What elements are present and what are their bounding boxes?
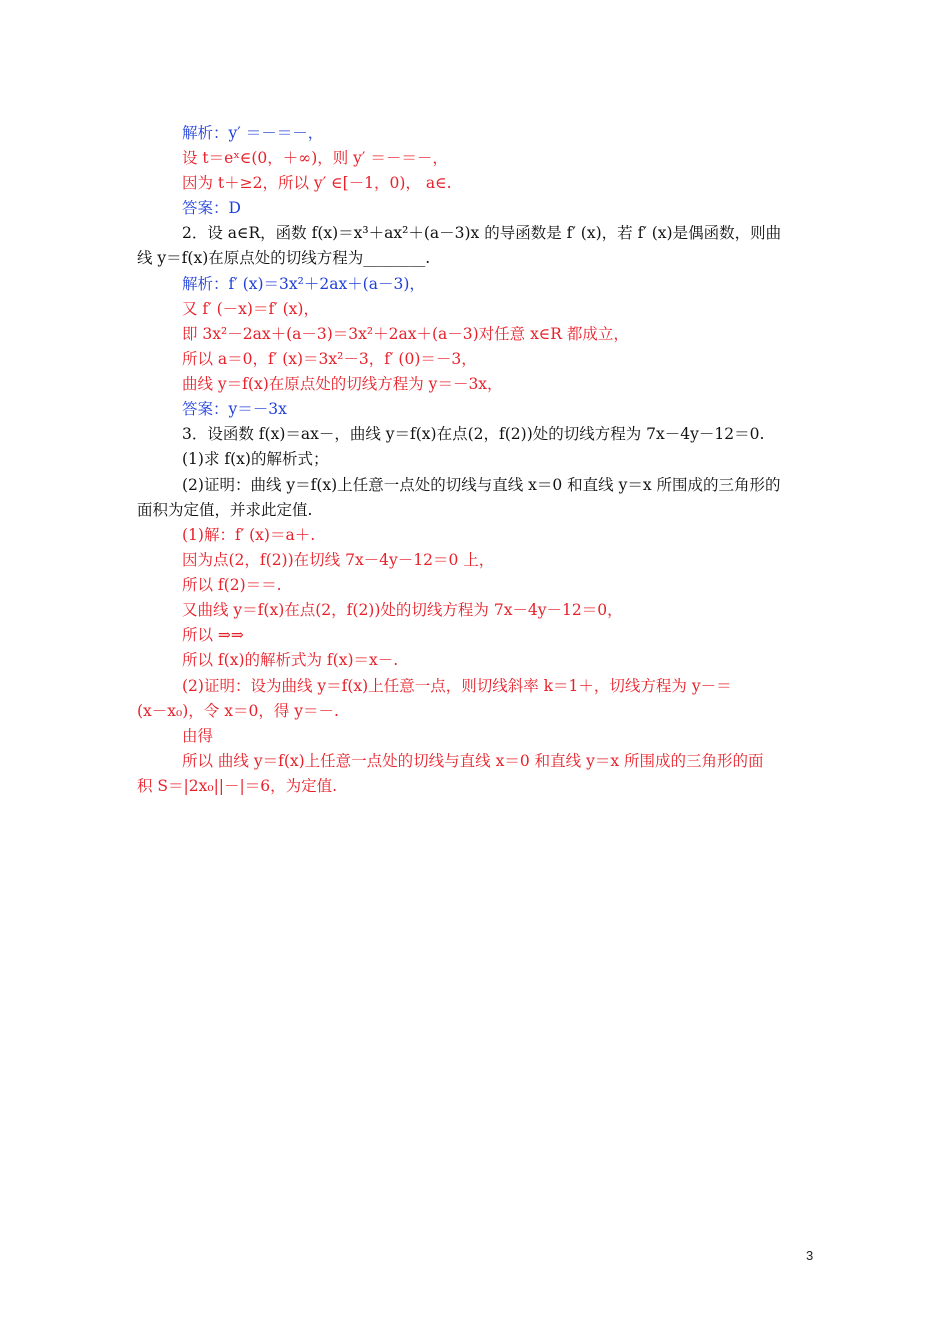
solution-3-step-1: 因为点(2，f(2))在切线 7x－4y－12＝0 上，	[182, 551, 495, 569]
solution-1-step-1: 设 t＝eˣ∈(0，＋∞)，则 y′ ＝－＝－，	[182, 149, 448, 167]
problem-3-part-1: (1)求 f(x)的解析式；	[182, 450, 329, 468]
problem-2-statement: 2．设 a∈R，函数 f(x)＝x³＋ax²＋(a－3)x 的导函数是 f′ (x)，若 f′ (x)是偶函数，则曲	[182, 224, 782, 242]
solution-2-step-1: 又 f′ (－x)＝f′ (x)，	[182, 300, 319, 318]
solution-2-step-4: 曲线 y＝f(x)在原点处的切线方程为 y＝－3x，	[182, 375, 503, 393]
solution-1-answer: 答案：D	[182, 199, 241, 217]
solution-1-analysis: 解析：y′ ＝－＝－，	[182, 124, 324, 142]
solution-2-step-3: 所以 a＝0，f′ (x)＝3x²－3，f′ (0)＝－3，	[182, 350, 477, 368]
problem-3-statement: 3．设函数 f(x)＝ax－，曲线 y＝f(x)在点(2，f(2))处的切线方程为 7x－4y－12＝0.	[182, 425, 765, 443]
solution-3-step-5: 所以 f(x)的解析式为 f(x)＝x－.	[182, 651, 399, 669]
solution-3-part-1: (1)解：f′ (x)＝a＋.	[182, 526, 316, 544]
solution-3-step-4: 所以 ⇒⇒	[182, 626, 244, 644]
solution-3-conclusion: 所以 曲线 y＝f(x)上任意一点处的切线与直线 x＝0 和直线 y＝x 所围成的三角形的面	[182, 752, 764, 770]
solution-2-answer: 答案：y＝－3x	[182, 400, 287, 418]
problem-3-part-2-cont: 面积为定值，并求此定值.	[137, 501, 313, 519]
solution-3-conclusion-cont: 积 S＝|2x₀||－|＝6，为定值.	[137, 777, 338, 795]
solution-3-step-6: 由得	[182, 727, 214, 745]
solution-3-part-2: (2)证明：设为曲线 y＝f(x)上任意一点，则切线斜率 k＝1＋，切线方程为 y－＝	[182, 677, 732, 695]
solution-2-step-2: 即 3x²－2ax＋(a－3)＝3x²＋2ax＋(a－3)对任意 x∈R 都成立，	[182, 325, 629, 343]
solution-2-analysis: 解析：f′ (x)＝3x²＋2ax＋(a－3)，	[182, 275, 425, 293]
solution-3-step-3: 又曲线 y＝f(x)在点(2，f(2))处的切线方程为 7x－4y－12＝0，	[182, 601, 623, 619]
solution-3-part-2-cont: (x－x₀)，令 x＝0，得 y＝－.	[137, 702, 339, 720]
problem-2-statement-cont: 线 y＝f(x)在原点处的切线方程为________.	[137, 249, 431, 267]
solution-1-step-2: 因为 t＋≥2，所以 y′ ∈[－1，0)， a∈.	[182, 174, 452, 192]
solution-3-step-2: 所以 f(2)＝＝.	[182, 576, 282, 594]
page-number: 3	[806, 1248, 814, 1263]
problem-3-part-2: (2)证明：曲线 y＝f(x)上任意一点处的切线与直线 x＝0 和直线 y＝x 所围成的三角形的	[182, 476, 781, 494]
